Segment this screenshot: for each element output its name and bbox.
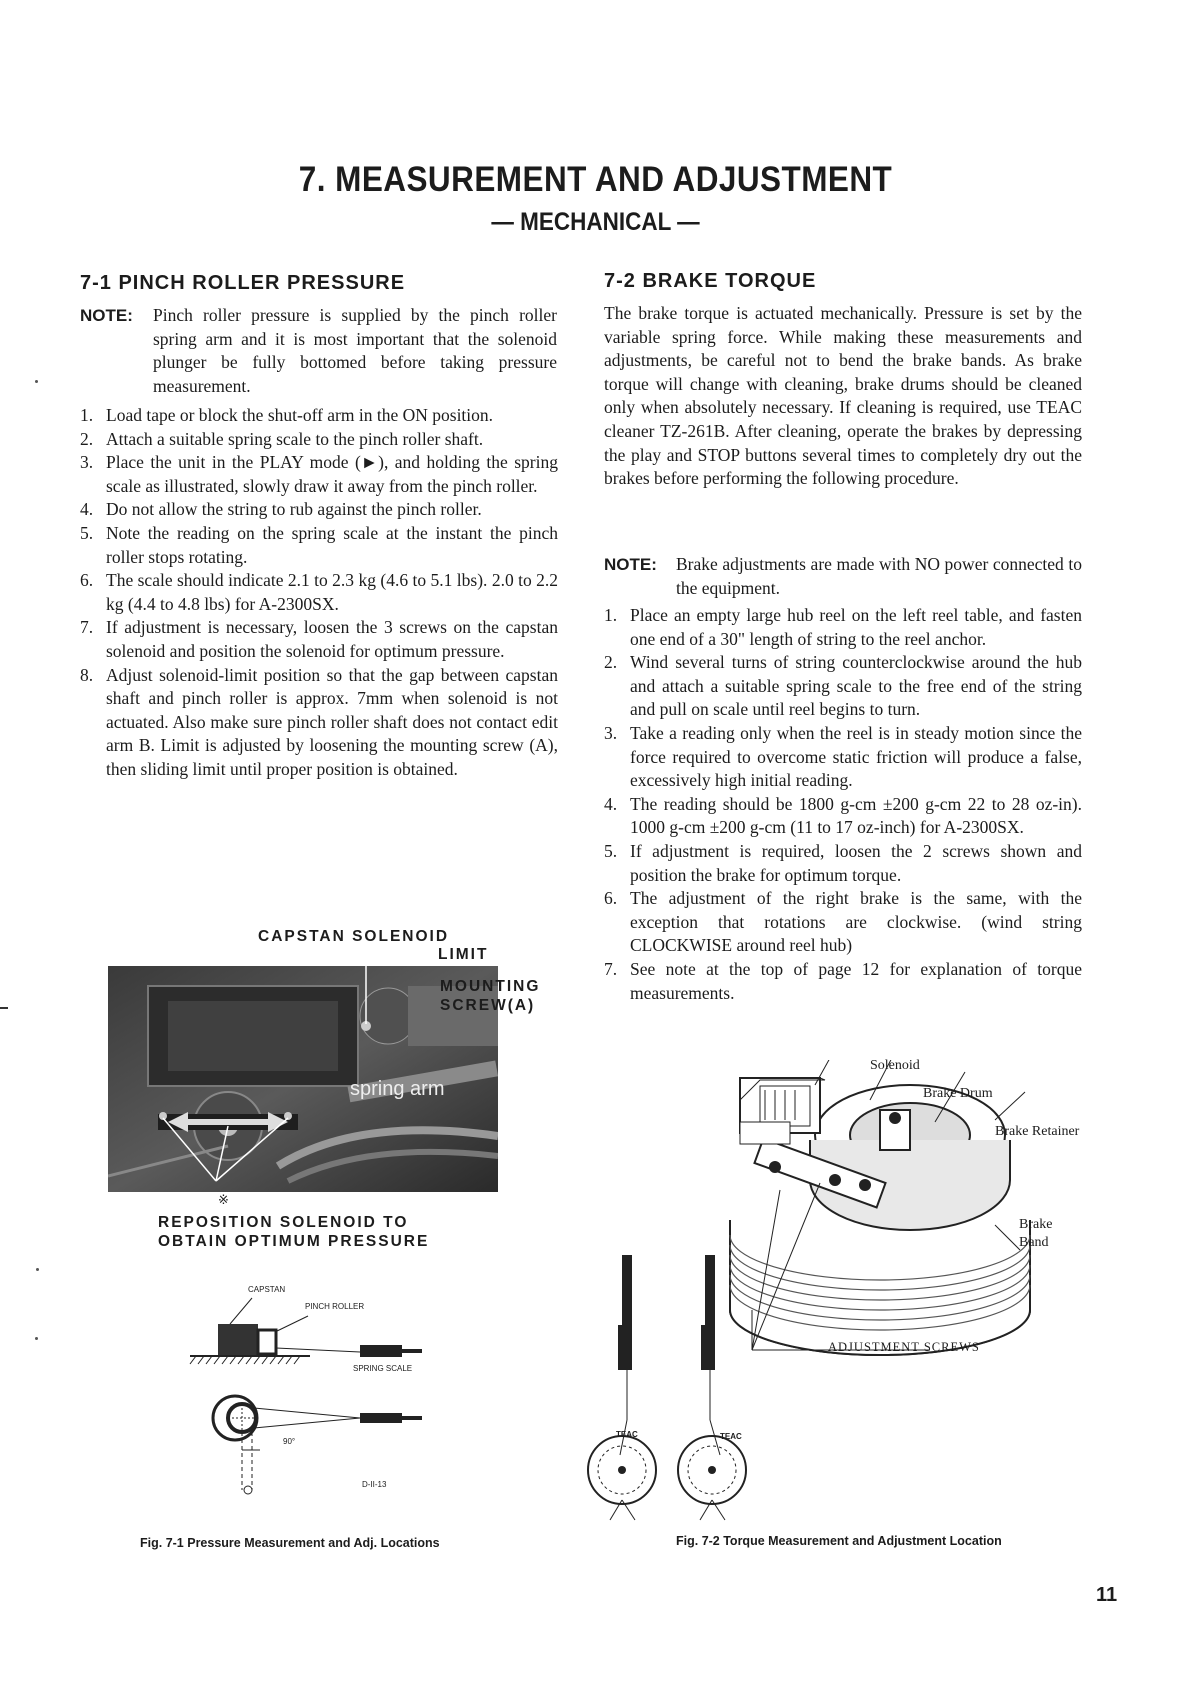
label-adjustment-screws: ADJUSTMENT SCREWS — [828, 1340, 980, 1354]
page-number: 11 — [1096, 1584, 1118, 1606]
note-text-left: Pinch roller pressure is supplied by the pinch roller spring arm and it is most important that the solenoid plunger be fully bottomed before taking pressure measurement. — [153, 305, 557, 396]
label-capstan-solenoid: CAPSTAN SOLENOID — [258, 928, 450, 945]
scan-speck — [36, 1268, 39, 1271]
label-solenoid: Solenoid — [870, 1058, 920, 1073]
pressure-diagram — [180, 1290, 430, 1510]
list-item: 5. If adjustment is required, loosen the 2 screws shown and position the brake for optimum torque. — [604, 840, 1082, 885]
label-limit: LIMIT — [438, 946, 489, 963]
label-band: Band — [1019, 1235, 1049, 1250]
list-item: 6. The adjustment of the right brake is the same, with the exception that rotations are clockwise. (wind string CLOCKWISE around reel hub) — [604, 888, 1082, 956]
list-item: 2. Wind several turns of string counterclockwise around the hub and attach a suitable spring scale to the free end of the string and pull on scale until reel begins to turn. — [604, 652, 1082, 720]
list-item: 3. Take a reading only when the reel is in steady motion since the force required to overcome static friction will produce a false, excessively high initial reading. — [604, 722, 1082, 791]
label-reposition-1: REPOSITION SOLENOID TO — [158, 1214, 409, 1231]
list-item: 6. The scale should indicate 2.1 to 2.3 kg (4.6 to 5.1 lbs). 2.0 to 2.2 kg (4.4 to 4.8 lbs) for A-2300SX. — [80, 570, 558, 614]
note-label-right: NOTE: — [604, 555, 657, 574]
label-screw-a: SCREW(A) — [440, 997, 536, 1014]
section-heading-brake-torque: 7-2 BRAKE TORQUE — [604, 270, 817, 292]
scan-speck — [35, 380, 38, 383]
list-item: 7. If adjustment is necessary, loosen the 3 screws on the capstan solenoid and position the solenoid for optimum pressure. — [80, 617, 558, 661]
asterisk-mark: ※ — [218, 1192, 229, 1207]
list-item: 1. Place an empty large hub reel on the left reel table, and fasten one end of a 30" length of string to the reel anchor. — [604, 605, 1082, 649]
list-item: 7. See note at the top of page 12 for explanation of torque measurements. — [604, 958, 1082, 1003]
scan-speck — [35, 1337, 38, 1340]
scan-mark — [0, 1007, 8, 1009]
page-subtitle: — MECHANICAL — — [491, 208, 700, 236]
label-reposition-2: OBTAIN OPTIMUM PRESSURE — [158, 1233, 430, 1250]
label-pinch-roller: PINCH ROLLER — [305, 1302, 365, 1311]
pinch-roller-steps — [80, 404, 558, 782]
note-text-right: Brake adjustments are made with NO power connected to the equipment. — [676, 554, 1082, 598]
list-item: 5. Note the reading on the spring scale at the instant the pinch roller stops rotating. — [80, 522, 558, 567]
list-item: 2. Attach a suitable spring scale to the pinch roller shaft. — [80, 428, 484, 449]
section-heading-pinch-roller: 7-1 PINCH ROLLER PRESSURE — [80, 272, 406, 294]
figure-caption-7-2: Fig. 7-2 Torque Measurement and Adjustment Location — [676, 1534, 1002, 1548]
label-brake: Brake — [1019, 1217, 1053, 1232]
label-90-degree: 90° — [283, 1437, 296, 1446]
label-teac-right: TEAC — [720, 1432, 742, 1441]
label-mounting: MOUNTING — [440, 978, 541, 995]
list-item: 8. Adjust solenoid-limit position so that the gap between capstan shaft and pinch roller is approx. 7mm when solenoid is not actuated. Also make sure pinch roller shaft does not contact edit arm B. Limit is adjusted by loosening the mounting screw (A), then sliding limit until proper position is obtained. — [80, 664, 558, 779]
brake-torque-steps — [604, 604, 1082, 1005]
list-item: 3. Place the unit in the PLAY mode (►), and holding the spring scale as illustrated, slowly draw it away from the pinch roller. — [80, 452, 558, 496]
list-item: 4. Do not allow the string to rub against the pinch roller. — [80, 499, 482, 520]
label-brake-drum: Brake Drum — [923, 1086, 993, 1101]
brake-intro-paragraph: The brake torque is actuated mechanically. Pressure is set by the variable spring force. While making these measurements and adjustments, be careful not to bend the brake bands. As brake torque will change with cleaning, brake drums should be cleaned only when absolutely necessary. If cleaning is required, use TEAC cleaner TZ-261B. After cleaning, operate the brakes by depressing the play and STOP buttons several times to completely dry out the brakes before performing the following procedure. — [604, 303, 1082, 489]
label-teac-left: TEAC — [616, 1430, 638, 1439]
label-diagram-code: D-II-13 — [362, 1480, 387, 1489]
figure-caption-7-1: Fig. 7-1 Pressure Measurement and Adj. Locations — [140, 1536, 440, 1550]
label-capstan: CAPSTAN — [248, 1285, 286, 1294]
label-spring-arm: spring arm — [350, 1078, 445, 1100]
label-spring-scale: SPRING SCALE — [353, 1364, 413, 1373]
note-label-left: NOTE: — [80, 306, 133, 325]
label-brake-retainer: Brake Retainer — [995, 1124, 1080, 1139]
list-item: 1. Load tape or block the shut-off arm in the ON position. — [80, 405, 494, 425]
page-title: 7. MEASUREMENT AND ADJUSTMENT — [298, 160, 893, 199]
list-item: 4. The reading should be 1800 g-cm ±200 g-cm 22 to 28 oz-in). 1000 g-cm ±200 g-cm (11 to 17 oz-inch) for A-2300SX. — [604, 793, 1082, 838]
